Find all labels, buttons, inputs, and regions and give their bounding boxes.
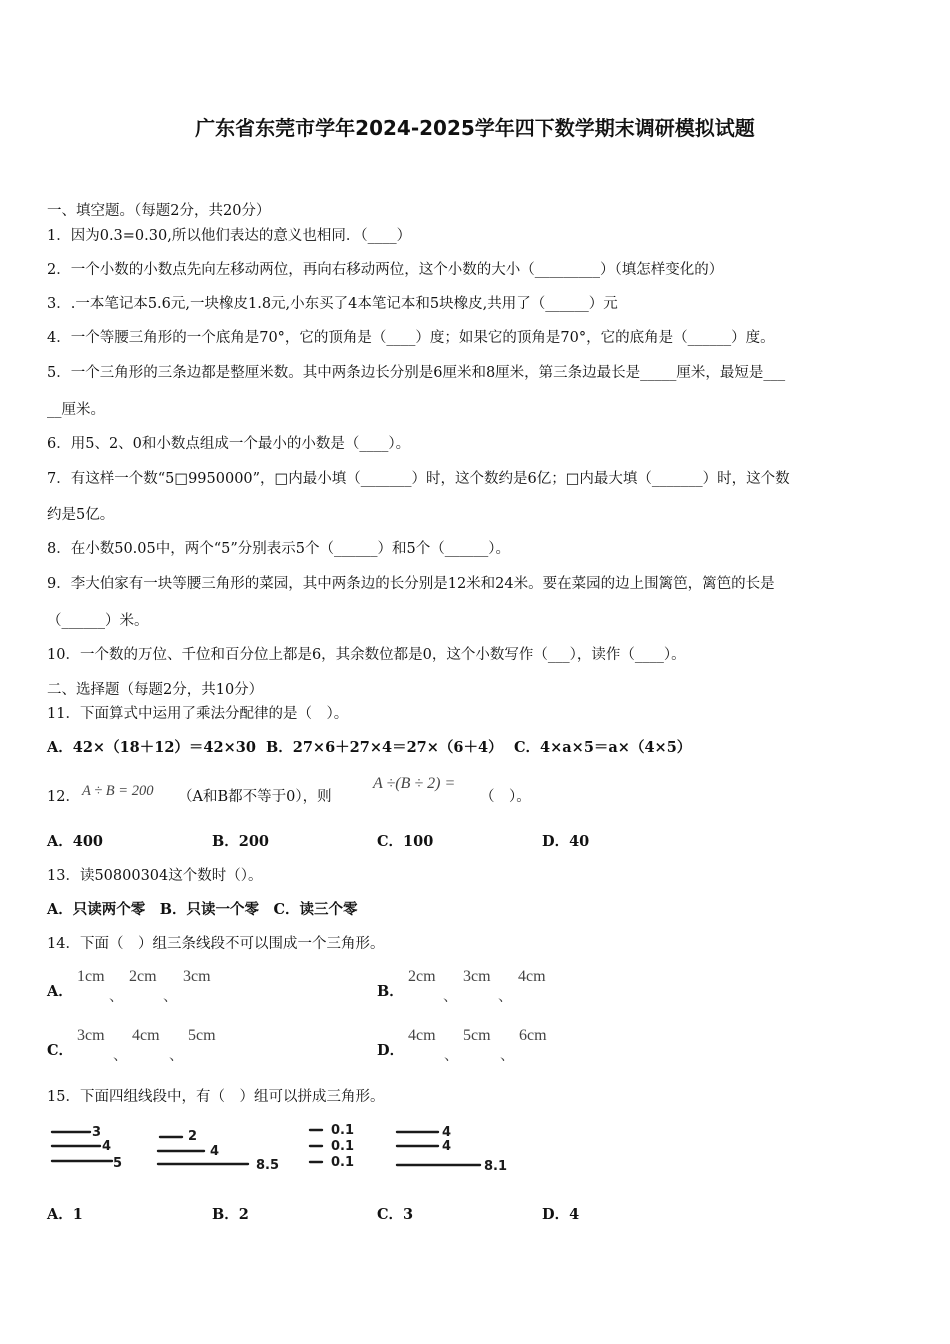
q14-a-len-1: 1cm xyxy=(77,968,105,985)
q15-g3-label-3: 0.1 xyxy=(331,1155,355,1170)
question-14: 14．下面（ ）组三条线段不可以围成一个三角形。 xyxy=(47,936,385,952)
q12-number: 12． xyxy=(47,789,80,805)
q15-g1-label-2: 4 xyxy=(102,1139,112,1154)
question-7-line-2: 约是5亿。 xyxy=(47,507,115,523)
q14-b-len-3: 4cm xyxy=(518,968,546,985)
q12-formula-1: A ÷ B = 200 xyxy=(82,783,154,799)
question-13: 13．读50800304这个数时（）。 xyxy=(47,868,263,884)
question-5-line-2: __厘米。 xyxy=(47,402,105,418)
q15-g3-label-1: 0.1 xyxy=(331,1123,355,1138)
q11-option-c: C．4×a×5＝a×（4×5） xyxy=(514,739,692,756)
q12-option-d: D．40 xyxy=(542,833,590,850)
q15-g2-label-2: 4 xyxy=(210,1144,220,1159)
q14-c-sep-2: 、 xyxy=(169,1048,184,1064)
question-9-line-2: （______）米。 xyxy=(47,613,149,629)
q14-d-sep-2: 、 xyxy=(500,1048,515,1064)
q12-option-b: B．200 xyxy=(212,833,270,850)
q15-segment-figure xyxy=(40,1118,520,1178)
q15-g4-label-2: 4 xyxy=(442,1139,452,1154)
q12-formula-2: A ÷(B ÷ 2) = xyxy=(373,775,456,792)
q12-option-a: A．400 xyxy=(47,833,104,850)
q14-c-len-1: 3cm xyxy=(77,1027,105,1044)
q15-g1-label-3: 5 xyxy=(113,1156,123,1171)
q12-blank: （ ）。 xyxy=(480,789,531,805)
q14-b-len-2: 3cm xyxy=(463,968,491,985)
q14-b-sep-1: 、 xyxy=(443,989,458,1005)
q14-option-b-label: B． xyxy=(377,983,404,1000)
question-7-line-1: 7．有这样一个数“5□9950000”，□内最小填（_______）时，这个数约是6亿；□内最大填（_______）时，这个数 xyxy=(47,471,790,487)
question-3: 3．.一本笔记本5.6元,一块橡皮1.8元,小东买了4本笔记本和5块橡皮,共用了（______）元 xyxy=(47,296,618,312)
q15-g3-label-2: 0.1 xyxy=(331,1139,355,1154)
q15-g1-label-1: 3 xyxy=(92,1125,102,1140)
q14-a-sep-2: 、 xyxy=(163,989,178,1005)
q15-option-c: C．3 xyxy=(377,1206,414,1223)
question-4: 4．一个等腰三角形的一个底角是70°，它的顶角是（____）度；如果它的顶角是70°，它的底角是（______）度。 xyxy=(47,330,775,346)
q15-g2-label-1: 2 xyxy=(188,1129,198,1144)
q15-option-d: D．4 xyxy=(542,1206,580,1223)
q14-option-a-label: A． xyxy=(47,983,73,1000)
question-15: 15．下面四组线段中，有（ ）组可以拼成三角形。 xyxy=(47,1089,385,1105)
page-title: 广东省东莞市学年2024-2025学年四下数学期末调研模拟试题 xyxy=(195,116,755,140)
q12-condition: （A和B都不等于0），则 xyxy=(178,789,332,805)
q15-g4-label-1: 4 xyxy=(442,1125,452,1140)
q14-d-sep-1: 、 xyxy=(444,1048,459,1064)
q14-d-len-3: 6cm xyxy=(519,1027,547,1044)
q14-d-len-2: 5cm xyxy=(463,1027,491,1044)
q14-a-len-3: 3cm xyxy=(183,968,211,985)
question-8: 8．在小数50.05中，两个“5”分别表示5个（______）和5个（______）。 xyxy=(47,541,510,557)
q14-d-len-1: 4cm xyxy=(408,1027,436,1044)
q15-option-a: A．1 xyxy=(47,1206,83,1223)
question-5-line-1: 5．一个三角形的三条边都是整厘米数。其中两条边长分别是6厘米和8厘米，第三条边最长是_____厘米，最短是___ xyxy=(47,365,786,381)
q14-c-len-2: 4cm xyxy=(132,1027,160,1044)
question-11: 11．下面算式中运用了乘法分配律的是（ ）。 xyxy=(47,706,349,722)
question-1: 1．因为0.3=0.30,所以他们表达的意义也相同．（____） xyxy=(47,228,412,244)
q14-b-len-1: 2cm xyxy=(408,968,436,985)
q14-a-sep-1: 、 xyxy=(109,989,124,1005)
q14-a-len-2: 2cm xyxy=(129,968,157,985)
q14-b-sep-2: 、 xyxy=(498,989,513,1005)
q15-g2-label-3: 8.5 xyxy=(256,1158,280,1173)
question-2: 2．一个小数的小数点先向左移动两位，再向右移动两位，这个小数的大小（_________）（填怎样变化的） xyxy=(47,262,724,278)
q12-option-c: C．100 xyxy=(377,833,434,850)
q15-g4-label-3: 8.1 xyxy=(484,1159,508,1174)
q13-options: A．只读两个零 B．只读一个零 C．读三个零 xyxy=(47,901,358,918)
question-9-line-1: 9．李大伯家有一块等腰三角形的菜园，其中两条边的长分别是12米和24米。要在菜园的边上围篱笆，篱笆的长是 xyxy=(47,576,775,592)
q14-option-d-label: D． xyxy=(377,1042,405,1059)
q14-c-sep-1: 、 xyxy=(113,1048,128,1064)
q14-option-c-label: C． xyxy=(47,1042,74,1059)
question-10: 10．一个数的万位、千位和百分位上都是6，其余数位都是0，这个小数写作（___），读作（____）。 xyxy=(47,647,686,663)
question-6: 6．用5、2、0和小数点组成一个最小的小数是（____）。 xyxy=(47,436,411,452)
q15-option-b: B．2 xyxy=(212,1206,249,1223)
q14-c-len-3: 5cm xyxy=(188,1027,216,1044)
section-heading-fill-in: 一、填空题。（每题2分，共20分） xyxy=(47,203,271,219)
q11-option-b: B．27×6＋27×4＝27×（6＋4） xyxy=(266,739,503,756)
section-heading-choice: 二、选择题（每题2分，共10分） xyxy=(47,682,264,698)
q11-option-a: A．42×（18＋12）＝42×30 xyxy=(47,739,256,756)
